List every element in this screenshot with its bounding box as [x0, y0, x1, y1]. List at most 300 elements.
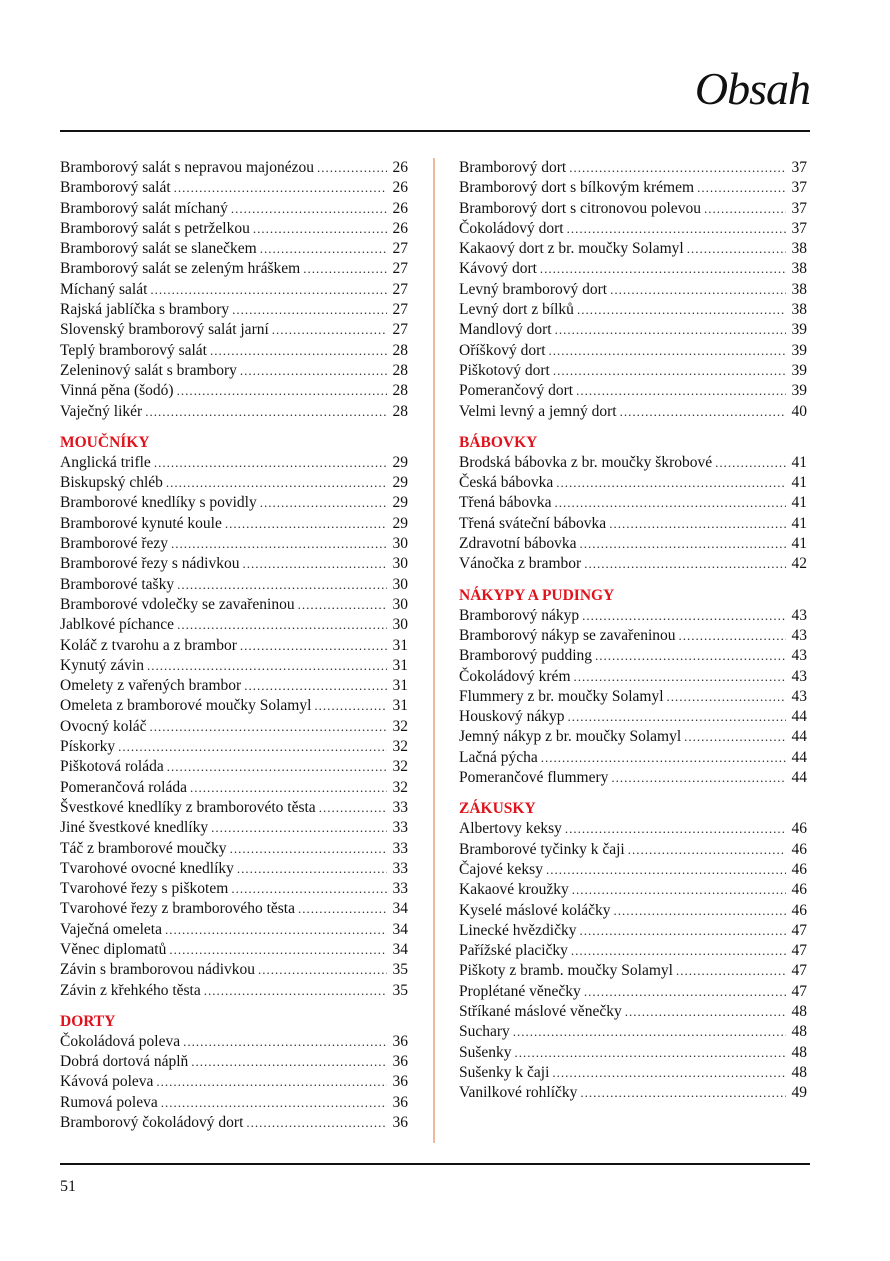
dot-leader [150, 717, 387, 737]
section-heading: BÁBOVKY [459, 433, 538, 451]
toc-entry [459, 361, 807, 381]
section-heading: DORTY [60, 1012, 116, 1030]
dot-leader [555, 320, 786, 340]
toc-entry-page: 38 [791, 260, 807, 278]
dot-leader [169, 940, 387, 960]
dot-leader [156, 1072, 387, 1092]
toc-entry-title: Bramborové tyčinky k čaji [459, 840, 625, 858]
dot-leader [572, 880, 786, 900]
toc-entry-page: 37 [791, 219, 807, 237]
toc-entry-title: Oříškový dort [459, 341, 546, 359]
toc-entry-title: Rumová poleva [60, 1093, 158, 1111]
dot-leader [165, 920, 387, 940]
toc-entry-title: Anglická trifle [60, 453, 151, 471]
toc-entry-page: 34 [392, 900, 408, 918]
toc-entry [60, 757, 408, 777]
toc-entry-title: Vanilkové rohlíčky [459, 1084, 578, 1102]
dot-leader [614, 901, 786, 921]
toc-entry-page: 48 [791, 1002, 807, 1020]
toc-entry [60, 381, 408, 401]
toc-entry [60, 473, 408, 493]
toc-entry-page: 43 [791, 667, 807, 685]
toc-entry-title: Sušenky k čaji [459, 1063, 550, 1081]
toc-entry [459, 840, 807, 860]
toc-entry-title: Kávová poleva [60, 1073, 154, 1091]
toc-entry [459, 320, 807, 340]
toc-entry-title: Bramborový dort [459, 159, 567, 176]
toc-entry [60, 361, 408, 381]
toc-entry-page: 30 [392, 575, 408, 593]
toc-entry-title: Kávový dort [459, 260, 537, 278]
dot-leader [150, 280, 387, 300]
toc-entry [459, 178, 807, 198]
section-heading: NÁKYPY A PUDINGY [459, 586, 615, 604]
toc-entry-title: Bramborový pudding [459, 647, 593, 665]
toc-entry [459, 1002, 807, 1022]
toc-entry-title: Zeleninový salát s brambory [60, 361, 237, 379]
toc-entry-page: 48 [791, 1043, 807, 1061]
toc-entry-title: Vaječná omeleta [60, 920, 162, 938]
toc-entry-title: Čokoládový krém [459, 667, 571, 685]
toc-entry-page: 38 [791, 301, 807, 319]
toc-entry [459, 341, 807, 361]
toc-entry [459, 748, 807, 768]
toc-entry-title: Jablkové píchance [60, 616, 175, 634]
toc-entry [459, 819, 807, 839]
dot-leader [231, 199, 387, 219]
toc-entry [459, 453, 807, 473]
toc-entry [459, 1063, 807, 1083]
toc-entry [459, 534, 807, 554]
toc-entry [60, 879, 408, 899]
dot-leader [571, 941, 786, 961]
toc-entry-title: Levný dort z bílků [459, 301, 574, 319]
dot-leader [246, 1113, 387, 1133]
dot-leader [513, 1022, 786, 1042]
toc-entry-title: Pomerančová roláda [60, 778, 187, 796]
toc-entry-page: 43 [791, 606, 807, 624]
toc-entry-title: Vaječný likér [60, 402, 143, 420]
toc-entry-page: 47 [791, 942, 807, 960]
toc-entry-page: 46 [791, 860, 807, 878]
dot-leader [704, 199, 786, 219]
toc-entry-title: Velmi levný a jemný dort [459, 402, 617, 420]
toc-entry [459, 259, 807, 279]
toc-entry [459, 219, 807, 239]
toc-entry-title: Tvarohové řezy z bramborového těsta [60, 900, 295, 918]
toc-entry-page: 39 [791, 341, 807, 359]
toc-entry [459, 199, 807, 219]
toc-entry [60, 615, 408, 635]
dot-leader [147, 656, 387, 676]
toc-entry-title: Bramborové řezy s nádivkou [60, 555, 240, 573]
dot-leader [584, 554, 786, 574]
toc-entry-page: 42 [791, 555, 807, 573]
dot-leader [319, 798, 387, 818]
toc-entry-title: Bramborový salát míchaný [60, 199, 228, 217]
toc-entry-title: Věnec diplomatů [60, 940, 167, 958]
toc-entry-page: 48 [791, 1023, 807, 1041]
toc-entry-title: Vánočka z brambor [459, 555, 582, 573]
dot-leader [174, 178, 387, 198]
toc-entry [60, 554, 408, 574]
toc-entry-page: 29 [392, 514, 408, 532]
toc-entry [60, 280, 408, 300]
toc-entry-page: 47 [791, 962, 807, 980]
toc-entry-title: Ovocný koláč [60, 717, 147, 735]
toc-entry [459, 514, 807, 534]
dot-leader [272, 320, 387, 340]
toc-entry-page: 46 [791, 901, 807, 919]
toc-entry [60, 960, 408, 980]
toc-entry-page: 36 [392, 1114, 408, 1132]
toc-entry-title: Bramborové knedlíky s povidly [60, 494, 257, 512]
toc-entry-title: Omeleta z bramborové moučky Solamyl [60, 697, 312, 715]
dot-leader [166, 473, 387, 493]
dot-leader [154, 453, 387, 473]
toc-entry-page: 27 [392, 321, 408, 339]
toc-entry-page: 39 [791, 382, 807, 400]
dot-leader [577, 300, 786, 320]
toc-entry [459, 381, 807, 401]
toc-entry-title: Jiné švestkové knedlíky [60, 819, 209, 837]
toc-entry-page: 41 [791, 474, 807, 492]
toc-entry [60, 1052, 408, 1072]
column-divider [433, 158, 435, 1143]
toc-entry-title: Čokoládová poleva [60, 1032, 181, 1050]
toc-entry-title: Pomerančové flummery [459, 769, 609, 787]
toc-entry [60, 595, 408, 615]
toc-entry-page: 35 [392, 981, 408, 999]
dot-leader [232, 300, 387, 320]
toc-entry [60, 493, 408, 513]
section-heading: ZÁKUSKY [459, 800, 536, 818]
toc-entry-page: 47 [791, 921, 807, 939]
toc-entry-title: Vinná pěna (šodó) [60, 382, 174, 400]
toc-entry-page: 29 [392, 494, 408, 512]
dot-leader [225, 514, 387, 534]
toc-entry-page: 26 [392, 199, 408, 217]
toc-entry-title: Kakaové kroužky [459, 881, 569, 899]
toc-left-column [60, 158, 408, 1133]
toc-entry [60, 1093, 408, 1113]
toc-entry [459, 239, 807, 259]
toc-entry [459, 961, 807, 981]
toc-entry-title: Bramborové vdolečky se zavařeninou [60, 595, 295, 613]
toc-entry-title: Slovenský bramborový salát jarní [60, 321, 269, 339]
dot-leader [553, 361, 786, 381]
dot-leader [576, 381, 786, 401]
toc-entry-title: Bramborový salát s petrželkou [60, 219, 250, 237]
footer-rule [60, 1163, 810, 1165]
toc-entry-title: Pomerančový dort [459, 382, 574, 400]
dot-leader [260, 493, 387, 513]
toc-entry-title: Švestkové knedlíky z bramborovéto těsta [60, 798, 316, 816]
toc-entry-title: Bramborový nákyp [459, 606, 580, 624]
toc-entry [60, 717, 408, 737]
dot-leader [303, 259, 387, 279]
toc-entry-title: Bramborový nákyp se zavařeninou [459, 626, 676, 644]
dot-leader [541, 748, 786, 768]
dot-leader [231, 879, 387, 899]
toc-entry [459, 1022, 807, 1042]
toc-entry [60, 1072, 408, 1092]
toc-entry-title: Kakaový dort z br. moučky Solamyl [459, 240, 684, 258]
toc-entry [60, 737, 408, 757]
dot-leader [546, 860, 786, 880]
toc-entry-page: 38 [791, 240, 807, 258]
dot-leader [190, 778, 387, 798]
toc-entry-page: 33 [392, 798, 408, 816]
toc-entry-title: Míchaný salát [60, 280, 148, 298]
toc-entry-page: 41 [791, 535, 807, 553]
toc-entry [60, 514, 408, 534]
toc-entry-title: Bramborové kynuté koule [60, 514, 222, 532]
dot-leader [715, 453, 786, 473]
dot-leader [574, 667, 787, 687]
dot-leader [580, 534, 786, 554]
toc-entry-page: 36 [392, 1053, 408, 1071]
toc-entry [459, 707, 807, 727]
toc-entry-page: 36 [392, 1032, 408, 1050]
toc-entry-page: 36 [392, 1093, 408, 1111]
toc-entry-title: Piškotová roláda [60, 758, 164, 776]
toc-entry-title: Biskupský chléb [60, 474, 163, 492]
dot-leader [628, 840, 786, 860]
section-heading: MOUČNÍKY [60, 433, 150, 451]
toc-entry [459, 646, 807, 666]
dot-leader [565, 819, 786, 839]
dot-leader [610, 280, 786, 300]
toc-entry-title: Tvarohové ovocné knedlíky [60, 859, 234, 877]
toc-entry [60, 940, 408, 960]
toc-entry-title: Bramborový salát [60, 179, 171, 197]
dot-leader [191, 1052, 387, 1072]
dot-leader [243, 554, 388, 574]
toc-entry [459, 473, 807, 493]
toc-entry-title: Omelety z vařených brambor [60, 677, 242, 695]
toc-entry [459, 901, 807, 921]
toc-entry-title: Mandlový dort [459, 321, 552, 339]
toc-entry [60, 575, 408, 595]
toc-entry-title: Piškotový dort [459, 361, 550, 379]
dot-leader [679, 626, 786, 646]
toc-entry-page: 31 [392, 677, 408, 695]
toc-right-column [459, 158, 807, 1103]
toc-entry-title: Teplý bramborový salát [60, 341, 207, 359]
toc-entry-page: 33 [392, 839, 408, 857]
toc-entry-page: 32 [392, 758, 408, 776]
toc-entry-title: Zdravotní bábovka [459, 535, 577, 553]
toc-entry-page: 37 [791, 159, 807, 176]
dot-leader [684, 727, 786, 747]
toc-entry [60, 199, 408, 219]
dot-leader [620, 402, 786, 422]
toc-entry-page: 34 [392, 920, 408, 938]
toc-entry [459, 300, 807, 320]
toc-entry [60, 239, 408, 259]
dot-leader [177, 615, 387, 635]
toc-entry-title: Třená sváteční bábovka [459, 514, 607, 532]
toc-entry-title: Bramborový salát se slanečkem [60, 240, 257, 258]
toc-entry [60, 534, 408, 554]
toc-entry-page: 36 [392, 1073, 408, 1091]
toc-entry-title: Brodská bábovka z br. moučky škrobové [459, 453, 713, 471]
dot-leader [567, 219, 786, 239]
toc-entry-page: 30 [392, 535, 408, 553]
dot-leader [298, 595, 387, 615]
toc-entry-page: 48 [791, 1063, 807, 1081]
toc-entry-page: 46 [791, 820, 807, 838]
dot-leader [687, 239, 786, 259]
toc-entry-page: 33 [392, 859, 408, 877]
dot-leader [145, 402, 387, 422]
dot-leader [697, 178, 786, 198]
toc-entry-page: 37 [791, 179, 807, 197]
dot-leader [260, 239, 387, 259]
toc-entry-page: 31 [392, 697, 408, 715]
toc-entry [60, 320, 408, 340]
toc-entry [60, 300, 408, 320]
toc-entry-title: Bramborový čokoládový dort [60, 1114, 244, 1132]
toc-entry-page: 39 [791, 321, 807, 339]
toc-entry-title: Lačná pýcha [459, 748, 538, 766]
toc-entry [60, 818, 408, 838]
dot-leader [177, 381, 387, 401]
dot-leader [171, 534, 387, 554]
dot-leader [580, 1083, 786, 1103]
toc-entry-title: Česká bábovka [459, 474, 554, 492]
toc-entry-title: Tvarohové řezy s piškotem [60, 880, 229, 898]
toc-entry [60, 1113, 408, 1133]
toc-entry-page: 32 [392, 717, 408, 735]
dot-leader [211, 818, 387, 838]
toc-entry [60, 178, 408, 198]
toc-entry [60, 453, 408, 473]
dot-leader [609, 514, 786, 534]
toc-entry-title: Koláč z tvarohu a z brambor [60, 636, 237, 654]
toc-entry-page: 30 [392, 595, 408, 613]
toc-entry-page: 30 [392, 616, 408, 634]
toc-entry-page: 34 [392, 940, 408, 958]
toc-entry-page: 28 [392, 382, 408, 400]
toc-entry [60, 899, 408, 919]
toc-entry-page: 27 [392, 260, 408, 278]
toc-entry-title: Piškoty z bramb. moučky Solamyl [459, 962, 673, 980]
toc-entry-page: 39 [791, 361, 807, 379]
toc-entry-page: 43 [791, 626, 807, 644]
toc-entry-title: Kyselé máslové koláčky [459, 901, 611, 919]
toc-entry-page: 28 [392, 341, 408, 359]
toc-entry [60, 402, 408, 422]
toc-entry-page: 41 [791, 453, 807, 471]
toc-entry-page: 44 [791, 769, 807, 787]
toc-entry-title: Čokoládový dort [459, 219, 564, 237]
toc-entry [60, 839, 408, 859]
dot-leader [230, 839, 387, 859]
toc-entry-page: 27 [392, 280, 408, 298]
toc-entry-page: 31 [392, 656, 408, 674]
toc-entry-page: 28 [392, 361, 408, 379]
toc-entry-title: Albertovy keksy [459, 820, 562, 838]
dot-leader [625, 1002, 786, 1022]
toc-entry-title: Rajská jablíčka s brambory [60, 301, 230, 319]
dot-leader [552, 1063, 786, 1083]
dot-leader [569, 158, 786, 178]
header-rule [60, 130, 810, 132]
toc-entry-page: 43 [791, 687, 807, 705]
toc-entry [459, 768, 807, 788]
toc-entry-page: 29 [392, 474, 408, 492]
toc-entry-title: Třená bábovka [459, 494, 552, 512]
toc-entry [60, 981, 408, 1001]
toc-entry-page: 37 [791, 199, 807, 217]
dot-leader [237, 859, 387, 879]
dot-leader [240, 636, 387, 656]
toc-entry-title: Suchary [459, 1023, 510, 1041]
dot-leader [240, 361, 387, 381]
dot-leader [567, 707, 786, 727]
toc-entry [60, 920, 408, 940]
toc-entry [459, 941, 807, 961]
dot-leader [667, 687, 787, 707]
toc-entry [459, 667, 807, 687]
dot-leader [584, 982, 786, 1002]
toc-entry-title: Závin s bramborovou nádivkou [60, 961, 256, 979]
toc-entry [60, 656, 408, 676]
dot-leader [183, 1032, 387, 1052]
toc-entry-page: 38 [791, 280, 807, 298]
toc-entry [60, 219, 408, 239]
toc-entry-page: 28 [392, 402, 408, 420]
toc-entry-title: Sušenky [459, 1043, 512, 1061]
toc-entry-title: Dobrá dortová náplň [60, 1053, 189, 1071]
toc-entry-page: 44 [791, 708, 807, 726]
toc-entry [459, 727, 807, 747]
dot-leader [253, 219, 387, 239]
dot-leader [515, 1043, 786, 1063]
toc-entry [459, 921, 807, 941]
toc-entry-title: Houskový nákyp [459, 708, 565, 726]
dot-leader [676, 961, 786, 981]
toc-entry [459, 402, 807, 422]
toc-entry [459, 687, 807, 707]
toc-entry [459, 982, 807, 1002]
toc-entry-page: 41 [791, 494, 807, 512]
dot-leader [210, 341, 387, 361]
page-title: Obsah [694, 63, 810, 114]
dot-leader [258, 960, 387, 980]
toc-entry-page: 44 [791, 748, 807, 766]
toc-entry-title: Kynutý závin [60, 656, 144, 674]
toc-entry-page: 26 [392, 219, 408, 237]
dot-leader [549, 341, 786, 361]
toc-entry-page: 31 [392, 636, 408, 654]
dot-leader [582, 606, 786, 626]
toc-entry-page: 46 [791, 881, 807, 899]
toc-entry [459, 860, 807, 880]
toc-entry-page: 32 [392, 778, 408, 796]
toc-entry [459, 280, 807, 300]
toc-entry [60, 341, 408, 361]
toc-entry-title: Závin z křehkého těsta [60, 981, 201, 999]
toc-entry [60, 778, 408, 798]
dot-leader [177, 575, 387, 595]
dot-leader [595, 646, 786, 666]
toc-entry [60, 259, 408, 279]
toc-entry-title: Bramborový dort s bílkovým krémem [459, 179, 695, 197]
toc-entry [60, 696, 408, 716]
